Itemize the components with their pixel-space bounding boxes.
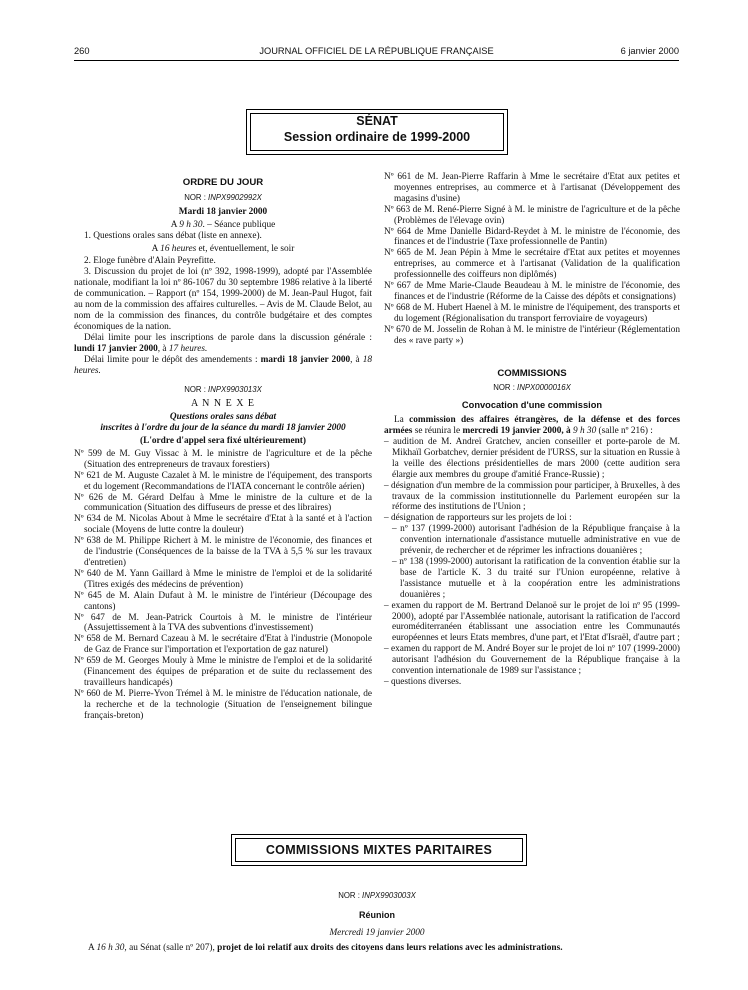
nor-code: INPX9902992X <box>208 192 262 202</box>
question-item: Nº 647 de M. Jean-Patrick Courtois à M. le ministre de l'intérieur (Assujettissement à la TVA des subventions d'investissement) <box>74 612 372 634</box>
nor-label: NOR : <box>184 192 209 202</box>
question-item: Nº 640 de M. Yann Gaillard à Mme le ministre de l'emploi et de la solidarité (Titres exigés des médecins de prévention) <box>74 568 372 590</box>
nor-label: NOR : <box>338 891 363 900</box>
convocation-item: – questions diverses. <box>384 676 462 687</box>
senat-session: Session ordinaire de 1999-2000 <box>283 130 471 144</box>
convocation-item: – désignation de rapporteurs sur les projets de loi : <box>384 513 572 524</box>
convocation-subitem: – nº 137 (1999-2000) autorisant l'adhésion de la République française à la convention internationale d'assistance mutuelle administrative en vue de prévenir, de rechercher et de réprimer les infractions douanières ; <box>392 524 680 557</box>
seance-afternoon <box>74 244 372 255</box>
intro-commission: commission des affaires étrangères, de la défense et des forces armées <box>384 415 680 437</box>
seance-morning <box>74 220 372 231</box>
question-item: Nº 661 de M. Jean-Pierre Raffarin à Mme le secrétaire d'Etat aux petites et moyennes entreprises, au commerce et à l'artisanat (Développement des magasins d'usine) <box>384 172 680 204</box>
question-item: Nº 663 de M. René-Pierre Signé à M. le ministre de l'agriculture et de la pêche (Problèmes de l'élevage ovin) <box>384 204 680 226</box>
nor-label: NOR : <box>493 383 518 393</box>
senat-title: SÉNAT <box>356 114 398 128</box>
header-rule <box>74 60 679 61</box>
annexe-heading: A N N E X E <box>190 398 256 410</box>
cmp-line-time: 16 h 30 <box>96 943 125 953</box>
delai-inscriptions <box>74 333 372 355</box>
intro-mid: se réunira le <box>412 426 463 437</box>
seance-morning-time: 9 h 30 <box>179 219 203 230</box>
question-item: Nº 667 de Mme Marie-Claude Beaudeau à M. le ministre de l'économie, des finances et de l'industrie (Réforme de la Caisse des dépôts et consignations) <box>384 281 680 302</box>
cmp-reunion-line <box>74 943 680 954</box>
delai-inscriptions-time: 17 heures. <box>168 343 208 354</box>
convocation-intro <box>384 415 680 437</box>
questions-list-right <box>384 172 680 347</box>
right-column <box>384 172 680 688</box>
question-item: Nº 664 de Mme Danielle Bidard-Reydet à M. le ministre de l'économie, des finances et de l'industrie (Taxe professionnelle de Pantin) <box>384 226 680 248</box>
question-item: Nº 599 de M. Guy Vissac à M. le ministre de l'agriculture et de la pêche (Situation des entrepreneurs de travaux forestiers) <box>74 448 372 470</box>
question-item: Nº 634 de M. Nicolas About à Mme le secrétaire d'Etat à la santé et à l'action sociale (Moyens de lutte contre la douleur) <box>74 514 372 536</box>
intro-post: (salle nº 216) : <box>596 426 653 437</box>
annexe-subtitle-2: inscrites à l'ordre du jour de la séance du mardi 18 janvier 2000 <box>100 423 346 434</box>
convocation-item: – audition de M. Andreï Gratchev, ancien conseiller et porte-parole de M. Mikhaïl Gorbatchev, dernier président de l'URSS, sur la situation en Russie à la veille des élections présidentielles de mars 2000 (cette audition sera élargie aux membres du groupe d'amitié France-Russie) ; <box>384 437 680 480</box>
cmp-line-subject: projet de loi relatif aux droits des citoyens dans leurs relations avec les administrations. <box>217 943 563 953</box>
question-item: Nº 626 de M. Gérard Delfau à Mme le ministre de la culture et de la communication (Situation des diffuseurs de presse et des libraires) <box>74 492 372 514</box>
nor-label: NOR : <box>184 385 209 395</box>
ordre-nor <box>74 193 372 204</box>
cmp-line-pre: A <box>88 943 97 953</box>
delai-inscriptions-date: lundi 17 janvier 2000 <box>74 343 158 354</box>
commissions-nor <box>384 383 680 394</box>
left-column <box>74 172 372 722</box>
issue-date: 6 janvier 2000 <box>620 46 679 56</box>
question-item: Nº 668 de M. Hubert Haenel à M. le ministre de l'équipement, des transports et du logement (Régionalisation du transport ferroviaire de voyageurs) <box>384 302 680 324</box>
convocation-subitem: – nº 138 (1999-2000) autorisant la ratification de la convention établie sur la base de l'article K. 3 du traité sur l'Union européenne, relative à l'assistance mutuelle et à la coopération entre les administrations douanières ; <box>392 557 680 600</box>
seance-date: Mardi 18 janvier 2000 <box>178 206 268 217</box>
delai-amendements-pre: Délai limite pour le dépôt des amendements : <box>84 354 261 365</box>
cmp-section <box>74 890 680 954</box>
convocation-item: – examen du rapport de M. André Boyer sur le projet de loi nº 107 (1999-2000) autorisant l'adhésion du Gouvernement de la République française à la convention internationale de 1989 sur l'assistance ; <box>384 644 680 677</box>
question-item: Nº 638 de M. Philippe Richert à M. le ministre de l'économie, des finances et de l'industrie (Conséquences de la baisse de la TVA à 5,5 % sur les travaux d'entretien) <box>74 536 372 568</box>
ordre-item-1: 1. Questions orales sans débat (liste en annexe). <box>84 230 262 241</box>
annexe-nor <box>74 385 372 396</box>
questions-list-left <box>74 449 372 722</box>
intro-time: 9 h 30 <box>572 426 597 437</box>
page-number: 260 <box>74 46 90 56</box>
question-item: Nº 660 de M. Pierre-Yvon Trémel à M. le ministre de l'éducation nationale, de la recherche et de la technologie (Situation de l'enseignement bilingue français-breton) <box>74 688 372 721</box>
annexe-subtitle-1: Questions orales sans débat <box>169 412 277 423</box>
question-item: Nº 645 de M. Alain Dufaut à M. le ministre de l'intérieur (Découpage des cantons) <box>74 590 372 612</box>
intro-a: , à <box>561 426 573 437</box>
running-header <box>74 46 679 60</box>
convocation-heading: Convocation d'une commission <box>461 400 603 411</box>
delai-amendements <box>74 355 372 377</box>
seance-afternoon-time: 16 heures <box>160 243 197 254</box>
cmp-nor <box>74 890 680 901</box>
delai-amendements-time: 18 heures. <box>74 354 372 376</box>
nor-code: INPX9903003X <box>362 891 416 900</box>
question-item: Nº 658 de M. Bernard Cazeau à M. le secrétaire d'Etat à l'industrie (Monopole de Gaz de France sur l'importation et l'exportation de gaz naturel) <box>74 634 372 656</box>
cmp-title: COMMISSIONS MIXTES PARITAIRES <box>265 843 493 857</box>
annexe-subtitle-3: (L'ordre d'appel sera fixé ultérieurement) <box>140 436 306 447</box>
nor-code: INPX0000016X <box>517 383 571 393</box>
question-item: Nº 665 de M. Jean Pépin à Mme le secrétaire d'Etat aux petites et moyennes entreprises, au commerce et à l'artisanat (Validation de la qualification professionnelle des coiffeurs non diplômés) <box>384 248 680 281</box>
commissions-heading: COMMISSIONS <box>497 367 567 379</box>
cmp-line-mid: , au Sénat (salle nº 207), <box>124 943 218 953</box>
seance-morning-pre: A <box>170 219 180 230</box>
journal-title: JOURNAL OFFICIEL DE LA RÉPUBLIQUE FRANÇAISE <box>259 46 494 56</box>
seance-afternoon-pre: A <box>151 243 161 254</box>
nor-code: INPX9903013X <box>208 385 262 395</box>
delai-inscriptions-pre: Délai limite pour les inscriptions de parole dans la discussion générale : <box>84 332 372 343</box>
delai-amendements-date: mardi 18 janvier 2000 <box>260 354 351 365</box>
convocation-item: – désignation d'un membre de la commission pour participer, à Bruxelles, à des travaux de la commission institutionnelle du Parlement européen sur la réforme des institutions de l'Union ; <box>384 480 680 513</box>
question-item: Nº 670 de M. Josselin de Rohan à M. le ministre de l'intérieur (Réglementation des « rave party ») <box>384 324 680 346</box>
cmp-title-box <box>231 834 527 866</box>
question-item: Nº 621 de M. Auguste Cazalet à M. le ministre de l'équipement, des transports et du logement (Recommandations de l'IATA concernant le contrôle aérien) <box>74 470 372 492</box>
senat-title-box <box>246 109 508 155</box>
ordre-item-2: 2. Eloge funèbre d'Alain Peyrefitte. <box>84 256 216 267</box>
ordre-du-jour-heading: ORDRE DU JOUR <box>182 177 264 188</box>
seance-afternoon-post: et, éventuellement, le soir <box>196 243 295 254</box>
ordre-item-3: 3. Discussion du projet de loi (nº 392, 1998-1999), adopté par l'Assemblée nationale, modifiant la loi nº 86-1067 du 30 septembre 1986 relative à la liberté de communication. – Rapport (nº 154, 1999-2000) de M. Jean-Paul Hugot, fait au nom de la commission des affaires culturelles. – Avis de M. Claude Belot, au nom de la commission des finances, du contrôle budgétaire et des comptes économiques de la nation. <box>74 267 372 332</box>
cmp-date: Mercredi 19 janvier 2000 <box>329 928 425 938</box>
seance-morning-post: . – Séance publique <box>202 219 276 230</box>
cmp-reunion: Réunion <box>359 910 395 920</box>
intro-pre: La <box>394 415 410 426</box>
convocation-item: – examen du rapport de M. Bertrand Delanoë sur le projet de loi nº 95 (1999-2000), adopté par l'Assemblée nationale, autorisant la ratification de l'accord euroméditerranéen établissant une association entre les Communautés européennes et leurs Etats membres, d'une part, et l'Etat d'Israël, d'autre part ; <box>384 600 680 644</box>
delai-amendements-mid: , à <box>350 354 363 365</box>
delai-inscriptions-mid: , à <box>157 343 169 354</box>
intro-date: mercredi 19 janvier 2000 <box>462 426 562 437</box>
question-item: Nº 659 de M. Georges Mouly à Mme le ministre de l'emploi et de la solidarité (Financement des équipes de préparation et de suite du reclassement des travailleurs handicapés) <box>74 656 372 688</box>
